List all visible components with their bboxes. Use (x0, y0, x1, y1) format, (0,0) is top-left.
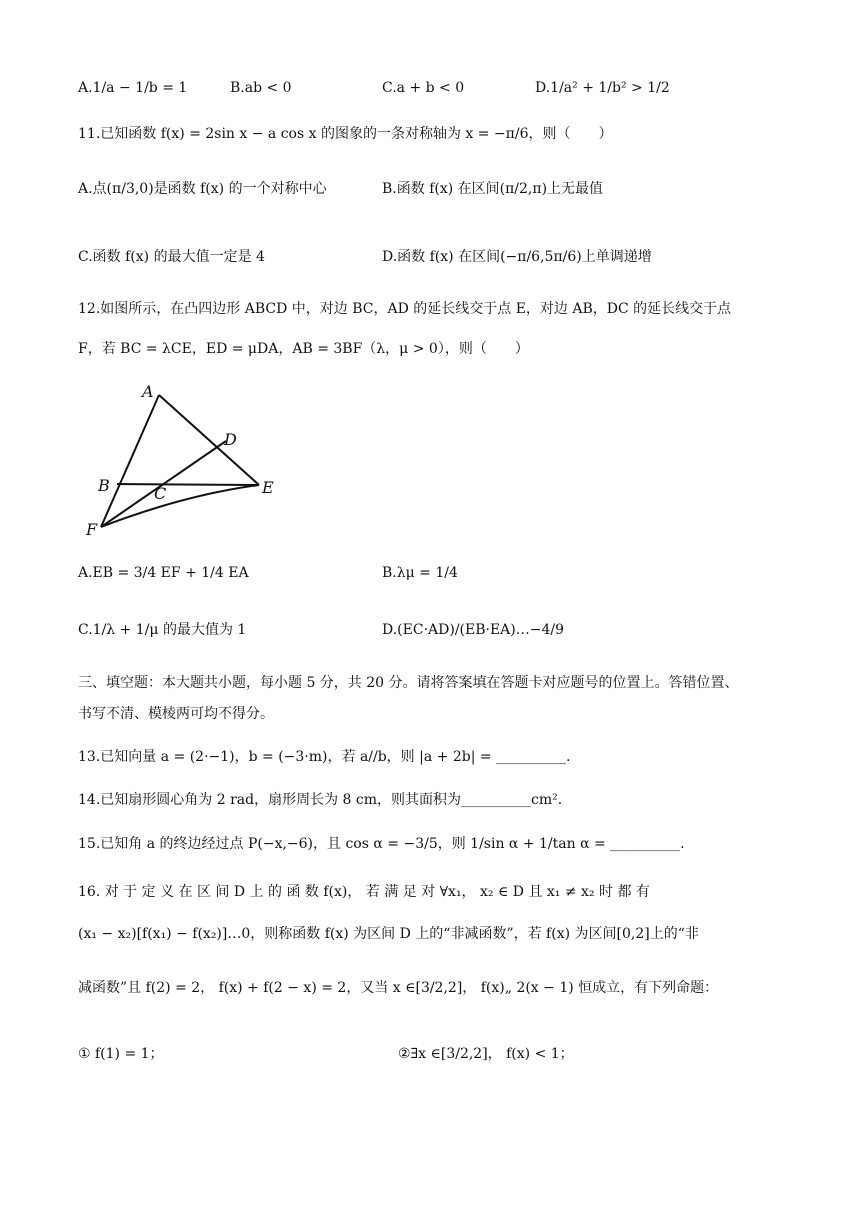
q12-stem-line2: F，若 BC = λCE，ED = μDA，AB = 3BF（λ，μ > 0），则（ ） (78, 341, 529, 357)
q12-stem-line1: 12.如图所示，在凸四边形 ABCD 中，对边 BC，AD 的延长线交于点 E，对边 AB，DC 的延长线交于点 (78, 301, 732, 317)
line-b-e (117, 484, 259, 485)
point-label-a: A (142, 383, 154, 401)
q12-geometry-figure (84, 383, 284, 543)
q14-text: 14.已知扇形圆心角为 2 rad，扇形周长为 8 cm，则其面积为__________cm². (78, 792, 563, 808)
line-f-e (101, 485, 259, 527)
q11-option-b: B.函数 f(x) 在区间(π/2,π)上无最值 (382, 181, 604, 197)
point-label-b: B (98, 476, 110, 495)
q12-option-c: C.1/λ + 1/μ 的最大值为 1 (78, 622, 247, 638)
q16-proposition-1: ① f(1) = 1； (78, 1046, 164, 1062)
point-label-f: F (86, 520, 98, 539)
q16-line1: 16. 对 于 定 义 在 区 间 D 上 的 函 数 f(x)， 若 满 足 对 ∀x₁， x₂ ∈ D 且 x₁ ≠ x₂ 时 都 有 (78, 884, 650, 900)
section3-heading-line1: 三、填空题：本大题共小题，每小题 5 分，共 20 分。请将答案填在答题卡对应题号的位置上。答错位置、 (78, 675, 739, 691)
q10-option-d: D.1/a² + 1/b² > 1/2 (535, 80, 670, 96)
q11-stem: 11.已知函数 f(x) = 2sin x − a cos x 的图象的一条对称轴为 x = −π/6，则（ ） (78, 126, 613, 142)
point-label-d: D (224, 430, 237, 449)
q16-line2: (x₁ − x₂)[f(x₁) − f(x₂)]…0，则称函数 f(x) 为区间 D 上的“非减函数”，若 f(x) 为区间[0,2]上的“非 (78, 926, 699, 942)
q12-option-b: B.λμ = 1/4 (382, 565, 458, 581)
q13-text: 13.已知向量 a = (2·−1)，b = (−3·m)，若 a//b，则 |a + 2b| = __________. (78, 749, 571, 765)
q12-option-d: D.(EC·AD)/(EB·EA)…−4/9 (382, 622, 565, 638)
point-label-c: C (154, 484, 167, 503)
q16-line3: 减函数”且 f(2) = 2， f(x) + f(2 − x) = 2，又当 x ∈[3/2,2]， f(x)„ 2(x − 1) 恒成立，有下列命题： (78, 980, 719, 996)
q10-option-b: B.ab < 0 (230, 80, 292, 96)
q15-text: 15.已知角 a 的终边经过点 P(−x,−6)，且 cos α = −3/5，则 1/sin α + 1/tan α = __________. (78, 836, 685, 852)
q12-option-a: A.EB = 3/4 EF + 1/4 EA (78, 565, 249, 581)
q11-option-d: D.函数 f(x) 在区间(−π/6,5π/6)上单调递增 (382, 249, 652, 265)
figure-lines (101, 395, 259, 527)
q11-option-c: C.函数 f(x) 的最大值一定是 4 (78, 249, 265, 265)
line-a-e (159, 395, 259, 485)
q16-proposition-2: ②∃x ∈[3/2,2]， f(x) < 1； (398, 1046, 574, 1062)
q10-option-c: C.a + b < 0 (382, 80, 465, 96)
section3-heading-line2: 书写不清、模棱两可均不得分。 (78, 706, 274, 722)
point-label-e: E (262, 478, 274, 497)
q11-option-a: A.点(π/3,0)是函数 f(x) 的一个对称中心 (78, 181, 327, 197)
q10-option-a: A.1/a − 1/b = 1 (78, 80, 188, 96)
quadrilateral-diagram (84, 383, 284, 543)
